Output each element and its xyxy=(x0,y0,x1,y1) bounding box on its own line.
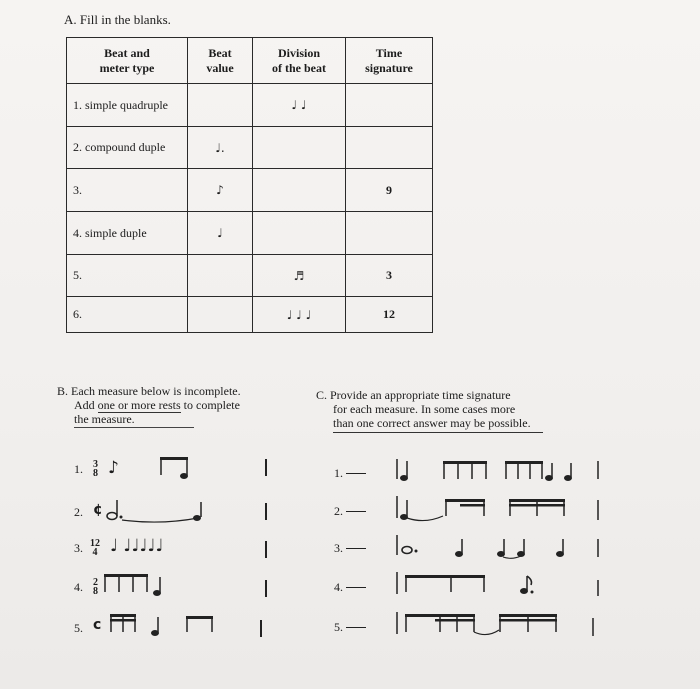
time-signature: 12 4 xyxy=(90,538,100,558)
table-row xyxy=(67,127,433,169)
b-item-4-number: 4. xyxy=(74,580,83,594)
table-row xyxy=(67,255,433,297)
section-c-line-1: C. Provide an appropriate time signature xyxy=(316,388,511,402)
row-label: 5. xyxy=(67,255,188,297)
time-signature-cell[interactable]: 3 xyxy=(346,255,433,297)
beat-value-cell[interactable] xyxy=(188,84,253,127)
beamed-notes-icon xyxy=(110,614,220,636)
answer-blank[interactable] xyxy=(346,473,366,474)
section-c-instructions xyxy=(316,388,543,433)
b-item-2-number: 2. xyxy=(74,505,83,519)
time-signature: 3 8 xyxy=(93,459,98,479)
quarter-notes-icon: ♩ ♩♩♩♩♩ xyxy=(110,536,164,556)
division-cell[interactable]: ♬ xyxy=(253,255,346,297)
section-c-line-3: than one correct answer may be possible. xyxy=(333,416,531,430)
beamed-notes-icon xyxy=(104,574,164,596)
beat-value-cell[interactable]: ♪ xyxy=(188,169,253,212)
c-item-1-number: 1. xyxy=(334,466,366,481)
measure-4-notation xyxy=(395,572,605,598)
row-label: 1. simple quadruple xyxy=(67,84,188,127)
row-label: 6. xyxy=(67,297,188,333)
underline-rule xyxy=(74,427,194,428)
table-row xyxy=(67,169,433,212)
measure-3-notation xyxy=(395,535,605,559)
b-item-3-number: 3. xyxy=(74,541,83,555)
measure-1-notation xyxy=(395,459,605,483)
row-label: 4. simple duple xyxy=(67,212,188,255)
c-item-3-number: 3. xyxy=(334,541,366,556)
division-cell[interactable]: ♩ ♩ xyxy=(253,84,346,127)
answer-blank[interactable] xyxy=(346,587,366,588)
time-signature-cell[interactable] xyxy=(346,212,433,255)
time-signature-cell[interactable] xyxy=(346,84,433,127)
table-header-row xyxy=(67,38,433,84)
fill-in-table xyxy=(66,37,433,333)
beat-value-cell[interactable]: ♩. xyxy=(188,127,253,169)
b-item-1-number: 1. xyxy=(74,462,83,476)
header-beat-value: Beat value xyxy=(188,38,253,84)
beat-value-cell[interactable]: ♩ xyxy=(188,212,253,255)
beamed-notes-icon xyxy=(160,457,190,479)
section-c-line-2: for each measure. In some cases more xyxy=(333,402,516,416)
division-cell[interactable]: ♩ ♩ ♩ xyxy=(253,297,346,333)
time-signature-cell[interactable]: 12 xyxy=(346,297,433,333)
row-label: 2. compound duple xyxy=(67,127,188,169)
table-row xyxy=(67,212,433,255)
c-item-4-number: 4. xyxy=(334,580,366,595)
answer-blank[interactable] xyxy=(346,548,366,549)
beat-value-cell[interactable] xyxy=(188,297,253,333)
division-cell[interactable] xyxy=(253,169,346,212)
barline xyxy=(265,459,267,476)
measure-5-notation xyxy=(395,612,605,638)
answer-blank[interactable] xyxy=(346,511,366,512)
eighth-note-icon: ♪ xyxy=(108,458,119,478)
barline xyxy=(265,541,267,558)
section-b-instructions xyxy=(57,384,241,428)
section-a-heading: A. Fill in the blanks. xyxy=(64,12,171,27)
time-signature: 2 8 xyxy=(93,577,98,597)
underlined-phrase: one or more rests xyxy=(97,398,181,412)
division-cell[interactable] xyxy=(253,127,346,169)
measure-2-notation xyxy=(395,496,605,522)
section-b-line-1: B. Each measure below is incomplete. xyxy=(57,384,241,398)
section-b-line-3: the measure. xyxy=(74,412,135,426)
common-time-symbol: c xyxy=(93,617,102,633)
c-item-2-number: 2. xyxy=(334,504,366,519)
cut-time-symbol: ¢ xyxy=(93,502,103,518)
answer-blank[interactable] xyxy=(346,627,366,628)
underline-rule xyxy=(333,432,543,433)
time-signature-cell[interactable] xyxy=(346,127,433,169)
half-dot-tied-eighth-icon xyxy=(106,500,206,522)
beat-value-cell[interactable] xyxy=(188,255,253,297)
b-item-5-number: 5. xyxy=(74,621,83,635)
table-row xyxy=(67,297,433,333)
table-row xyxy=(67,84,433,127)
time-signature-cell[interactable]: 9 xyxy=(346,169,433,212)
header-beat-meter: Beat and meter type xyxy=(67,38,188,84)
section-b-line-2: Add one or more rests to complete xyxy=(74,398,240,412)
division-cell[interactable] xyxy=(253,212,346,255)
barline xyxy=(260,620,262,637)
header-time-signature: Time signature xyxy=(346,38,433,84)
header-division: Division of the beat xyxy=(253,38,346,84)
barline xyxy=(265,503,267,520)
row-label: 3. xyxy=(67,169,188,212)
barline xyxy=(265,580,267,597)
c-item-5-number: 5. xyxy=(334,620,366,635)
